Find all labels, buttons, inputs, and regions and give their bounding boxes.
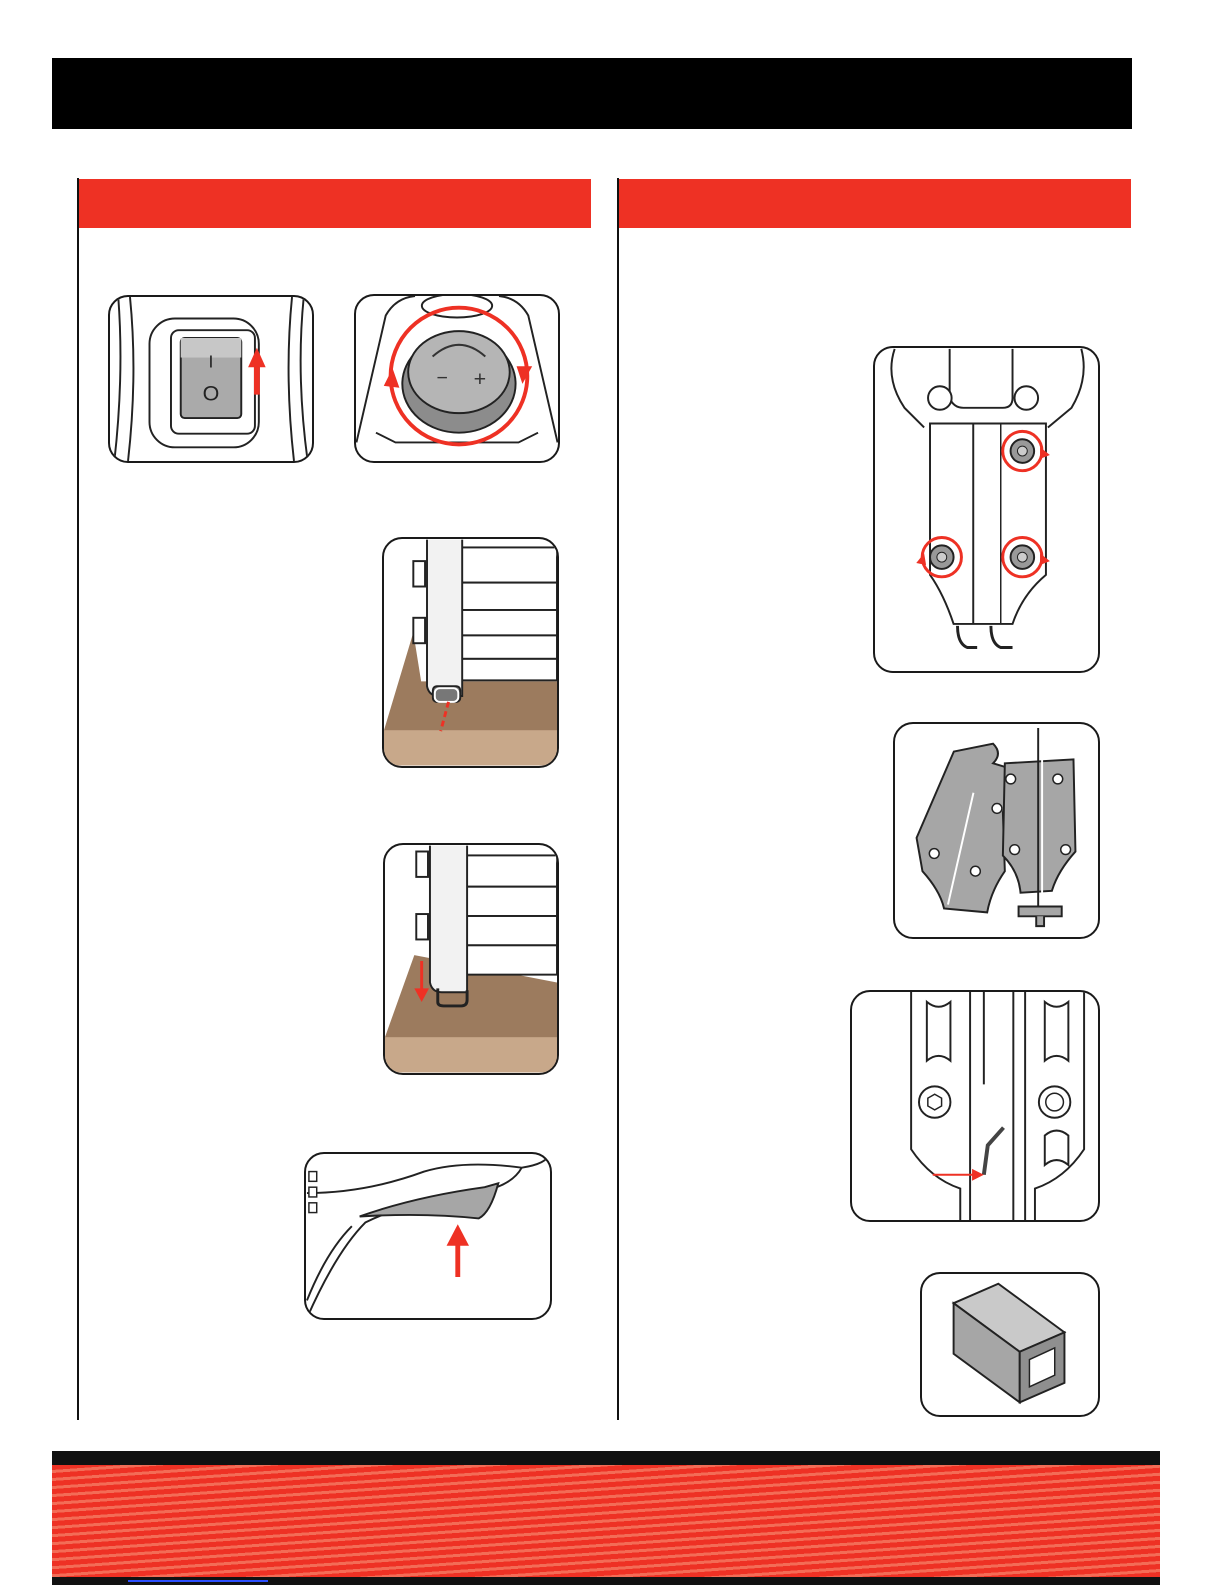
depth-adjust-dial-icon (356, 296, 558, 461)
nose-plate-screws-icon (875, 348, 1098, 671)
hex-key-sleeve-icon (922, 1274, 1098, 1415)
jammed-fastener-panel (850, 990, 1100, 1222)
depth-dial-panel (354, 294, 560, 463)
trigger-pull-icon (306, 1154, 550, 1318)
jammed-fastener-icon (852, 992, 1098, 1220)
dial-plus-symbol: + (473, 366, 487, 391)
hex-key-panel (920, 1272, 1100, 1417)
right-column-rule (617, 178, 619, 1420)
left-column-rule (77, 178, 79, 1420)
footer-stripes (52, 1465, 1160, 1577)
nose-plates-open-panel (893, 722, 1100, 939)
right-section-header (619, 179, 1131, 228)
nose-plates-open-icon (895, 724, 1098, 937)
power-switch-panel (108, 295, 314, 463)
rocker-switch-icon (110, 297, 312, 461)
left-section-header (79, 179, 591, 228)
switch-on-symbol: I (208, 351, 214, 372)
dial-minus-symbol: − (436, 366, 448, 389)
contact-trip-panel (383, 843, 559, 1075)
switch-off-symbol: O (202, 381, 220, 406)
top-banner (52, 58, 1132, 129)
nose-alignment-icon (384, 539, 557, 766)
nail-alignment-panel (382, 537, 559, 768)
contact-trip-press-icon (385, 845, 557, 1073)
footer-link-underline (128, 1580, 268, 1582)
trigger-panel (304, 1152, 552, 1320)
nose-plate-screws-panel (873, 346, 1100, 673)
